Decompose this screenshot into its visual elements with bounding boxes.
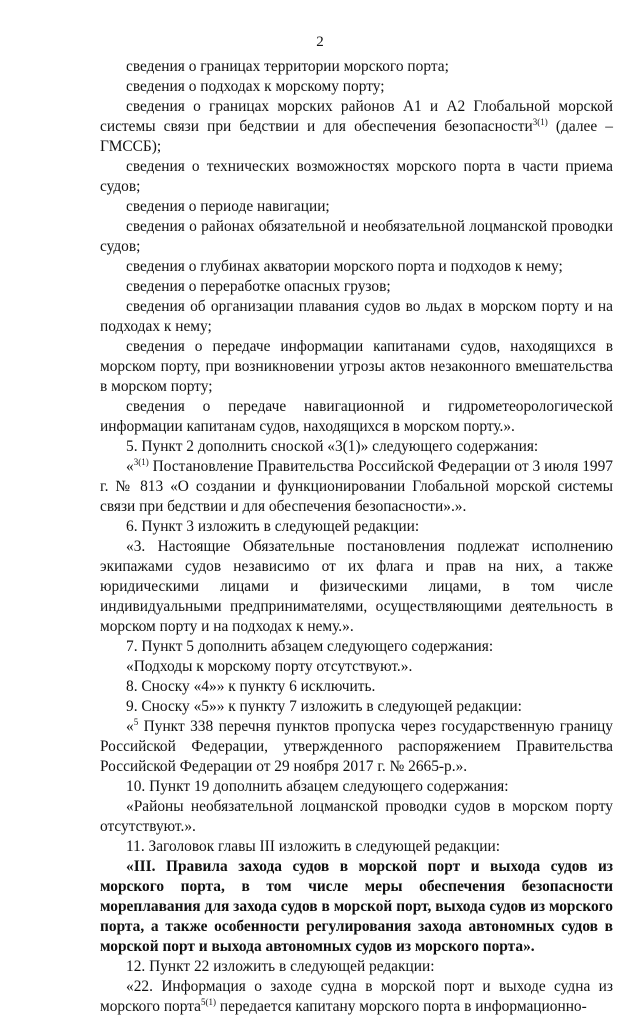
paragraph: сведения о районах обязательной и необязательной лоцманской проводки судов; [100, 218, 613, 255]
paragraph-text: Постановление Правительства Российской Федерации от 3 июля 1997 г. № 813 «О создании и функционировании Глобальной морской системы связи при бедствии и для обеспечения безопасности».». [100, 458, 613, 515]
paragraph: сведения о технических возможностях морского порта в части приема судов; [100, 158, 613, 195]
page-number: 2 [316, 34, 324, 50]
paragraph: сведения о подходах к морскому порту; [126, 78, 385, 95]
paragraph-text: (далее – ГМССБ); [100, 118, 614, 155]
paragraph: сведения о передаче информации капитанами судов, находящихся в морском порту, при возникновении угрозы актов незаконного вмешательства в морском порту; [100, 338, 613, 395]
paragraph: сведения о границах территории морского порта; [126, 58, 449, 75]
document-body [100, 57, 613, 1017]
paragraph: 8. Сноску «4»» к пункту 6 исключить. [126, 678, 376, 695]
paragraph: сведения о глубинах акватории морского порта и подходов к нему; [126, 258, 563, 275]
paragraph [100, 457, 613, 517]
paragraph: 12. Пункт 22 изложить в следующей редакции: [126, 958, 435, 975]
paragraph-text: сведения о границах морских районов A1 и A2 Глобальной морской системы связи при бедствии и для обеспечения безопасности [100, 98, 613, 135]
footnote-reference: 5(1) [201, 997, 216, 1007]
paragraph: «3. Настоящие Обязательные постановления подлежат исполнению экипажами судов независимо от их флага и прав на них, а также юридическими лицами и физическими лицами, в том числе индивидуальными предпринимателями, осуществляющими деятельность в морском порту и на подходах к нему.». [100, 538, 613, 635]
paragraph [100, 717, 613, 777]
paragraph: сведения о передаче навигационной и гидрометеорологической информации капитанам судов, находящихся в морском порту.». [100, 398, 613, 435]
paragraph-text: передается капитану морского порта в информационно- [216, 998, 587, 1015]
footnote-reference: 3(1) [532, 117, 548, 127]
paragraph [100, 97, 613, 157]
paragraph [100, 977, 613, 1017]
paragraph: сведения об организации плавания судов во льдах в морском порту и на подходах к нему; [100, 298, 613, 335]
paragraph: сведения о переработке опасных грузов; [126, 278, 391, 295]
paragraph: 6. Пункт 3 изложить в следующей редакции: [126, 518, 420, 535]
paragraph: 9. Сноску «5»» к пункту 7 изложить в следующей редакции: [126, 698, 522, 715]
footnote-reference: 3(1) [133, 457, 149, 467]
paragraph-text: « [126, 718, 134, 735]
paragraph: 7. Пункт 5 дополнить абзацем следующего содержания: [126, 638, 494, 655]
paragraph-text: «22. Информация о заходе судна в морской порт и выходе судна из морского порта [100, 978, 613, 1015]
paragraph: сведения о периоде навигации; [126, 198, 330, 215]
footnote-reference: 5 [133, 717, 139, 727]
paragraph-text: Пункт 338 перечня пунктов пропуска через государственную границу Российской Федерации, утвержденного распоряжением Правительства Российской Федерации от 29 ноября 2017 г. № 2665-р.». [100, 718, 613, 775]
chapter-heading-paragraph: «III. Правила захода судов в морской порт и выхода судов из морского порта, в том числе меры обеспечения безопасности мореплавания для захода судов в морской порт, выхода судов из морского порта, а также особенности регулирования захода автономных судов в морской порт и выхода автономных судов из морского порта». [100, 858, 613, 955]
paragraph: 5. Пункт 2 дополнить сноской «3(1)» следующего содержания: [126, 438, 539, 455]
paragraph: 10. Пункт 19 дополнить абзацем следующего содержания: [126, 778, 509, 795]
paragraph: «Районы необязательной лоцманской проводки судов в морском порту отсутствуют.». [100, 798, 613, 835]
paragraph: 11. Заголовок главы III изложить в следующей редакции: [126, 838, 501, 855]
paragraph-text: « [126, 458, 134, 475]
paragraph: «Подходы к морскому порту отсутствуют.». [126, 658, 413, 675]
